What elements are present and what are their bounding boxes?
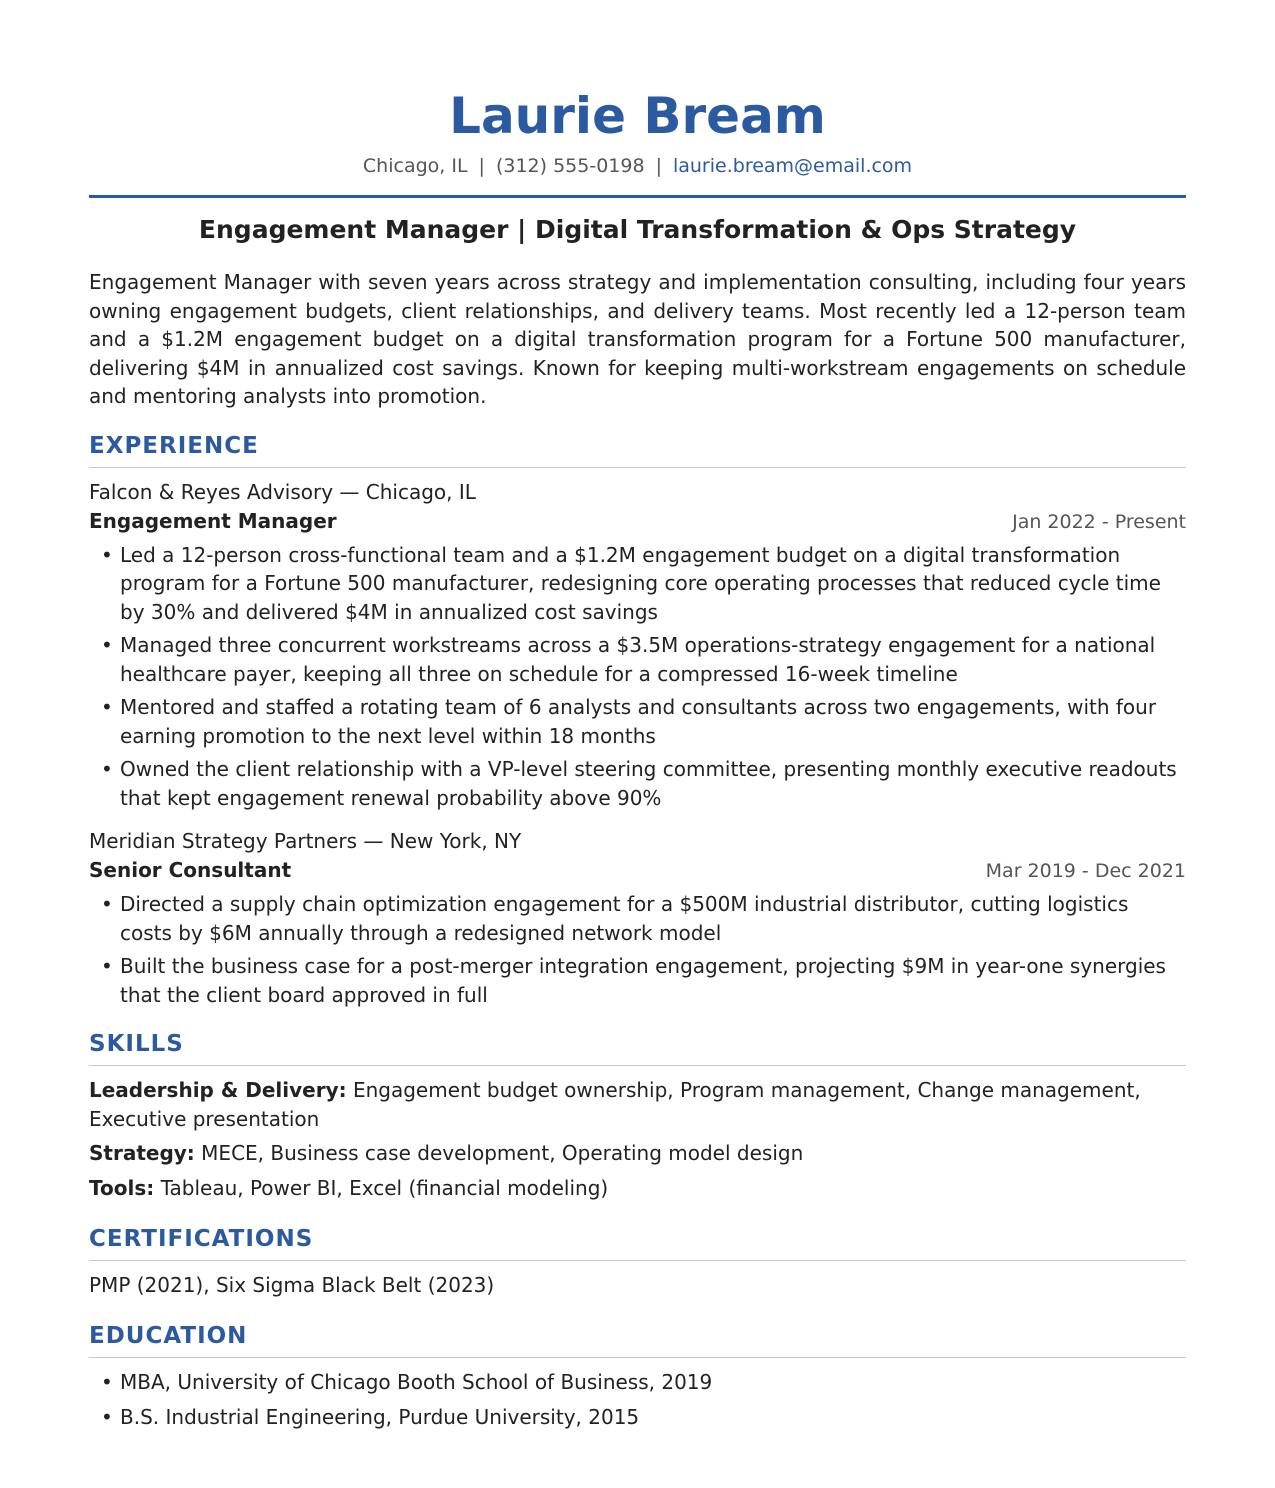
skills-list <box>89 1076 1186 1202</box>
experience-section <box>89 431 1186 1010</box>
job-title: Engagement Manager <box>89 508 337 533</box>
section-divider <box>89 1357 1186 1358</box>
education-item <box>89 1403 1186 1432</box>
bullet-dot: • <box>101 1370 113 1394</box>
candidate-name: Laurie Bream <box>449 87 826 145</box>
job-bullets <box>89 541 1186 813</box>
bullet-dot: • <box>101 954 113 978</box>
job-company: Meridian Strategy Partners — New York, NY <box>89 829 522 853</box>
education-list <box>89 1368 1186 1431</box>
certifications-text: PMP (2021), Six Sigma Black Belt (2023) <box>89 1273 495 1297</box>
education-text: B.S. Industrial Engineering, Purdue University, 2015 <box>120 1404 640 1429</box>
skills-section <box>89 1029 1186 1202</box>
job-bullet <box>89 890 1186 947</box>
education-item <box>89 1368 1186 1397</box>
contact-separator: | <box>478 155 485 177</box>
bullet-dot: • <box>101 633 113 657</box>
job-bullet <box>89 541 1186 627</box>
professional-headline: Engagement Manager | Digital Transformation & Ops Strategy <box>198 215 1077 244</box>
skill-line <box>89 1174 1186 1203</box>
skill-label: Leadership & Delivery: <box>89 1078 347 1102</box>
job-entry <box>89 827 1186 1009</box>
bullet-dot: • <box>101 695 113 719</box>
bullet-text: Managed three concurrent workstreams across a $3.5M operations-strategy engagement for a national healthcare payer, keeping all three on schedule for a compressed 16-week timeline <box>120 633 1156 686</box>
job-bullet <box>89 631 1186 688</box>
summary-paragraph: Engagement Manager with seven years across strategy and implementation consulting, including four years owning engagement budgets, client relationships, and delivery teams. Most recently led a 12-person team and a $1.2M engagement budget on a digital transformation program for a Fortune 500 manufacturer, delivering $4M in annualized cost savings. Known for keeping multi-workstream engagements on schedule and mentoring analysts into promotion. <box>89 270 1186 408</box>
skill-text: MECE, Business case development, Operating model design <box>201 1141 804 1165</box>
contact-location: Chicago, IL <box>362 155 468 177</box>
bullet-dot: • <box>101 1404 113 1429</box>
skill-line <box>89 1139 1186 1168</box>
section-title-education: EDUCATION <box>89 1323 248 1349</box>
contact-email-link[interactable]: laurie.bream@email.com <box>672 155 913 177</box>
header-divider <box>89 195 1186 198</box>
bullet-text: Led a 12-person cross-functional team and a $1.2M engagement budget on a digital transformation program for a Fortune 500 manufacturer, redesigning core operating processes that reduced cycle time by 30% and delivered $4M in annualized cost savings <box>120 542 1161 624</box>
job-header-row <box>89 855 1186 886</box>
job-bullets <box>89 890 1186 1009</box>
job-company: Falcon & Reyes Advisory — Chicago, IL <box>89 479 476 504</box>
skill-text: Tableau, Power BI, Excel (financial modeling) <box>160 1175 609 1200</box>
job-entry <box>89 478 1186 813</box>
job-header-row <box>89 506 1186 537</box>
section-divider <box>89 1260 1186 1261</box>
bullet-dot: • <box>101 892 113 916</box>
bullet-text: Owned the client relationship with a VP-level steering committee, presenting monthly executive readouts that kept engagement renewal probability above 90% <box>120 757 1177 810</box>
section-title-experience: EXPERIENCE <box>89 432 259 459</box>
education-text: MBA, University of Chicago Booth School of Business, 2019 <box>120 1370 713 1394</box>
contact-line <box>89 152 1186 180</box>
job-dates: Mar 2019 - Dec 2021 <box>985 860 1186 882</box>
bullet-dot: • <box>101 757 113 781</box>
job-title: Senior Consultant <box>89 858 292 882</box>
job-bullet <box>89 755 1186 812</box>
skill-line <box>89 1076 1186 1133</box>
section-title-certifications: CERTIFICATIONS <box>89 1226 314 1252</box>
bullet-text: Mentored and staffed a rotating team of 6 analysts and consultants across two engagements, with four earning promotion to the next level within 18 months <box>120 695 1157 748</box>
contact-separator: | <box>655 155 662 177</box>
education-section <box>89 1321 1186 1431</box>
job-bullet <box>89 952 1186 1009</box>
bullet-dot: • <box>101 542 113 567</box>
resume-content <box>89 84 1186 1431</box>
job-dates: Jan 2022 - Present <box>1012 510 1186 533</box>
skill-text: Engagement budget ownership, Program management, Change management, Executive presentation <box>89 1078 1141 1131</box>
section-divider <box>89 1065 1186 1066</box>
section-divider <box>89 467 1186 468</box>
bullet-text: Directed a supply chain optimization engagement for a $500M industrial distributor, cutting logistics costs by $6M annually through a redesigned network model <box>120 892 1129 945</box>
section-title-skills: SKILLS <box>89 1031 184 1057</box>
skill-label: Strategy: <box>89 1141 195 1165</box>
skill-label: Tools: <box>89 1175 155 1200</box>
bullet-text: Built the business case for a post-merger integration engagement, projecting $9M in year-one synergies that the client board approved in full <box>120 954 1166 1007</box>
certifications-section <box>89 1224 1186 1299</box>
contact-phone: (312) 555-0198 <box>495 155 645 177</box>
job-bullet <box>89 693 1186 750</box>
